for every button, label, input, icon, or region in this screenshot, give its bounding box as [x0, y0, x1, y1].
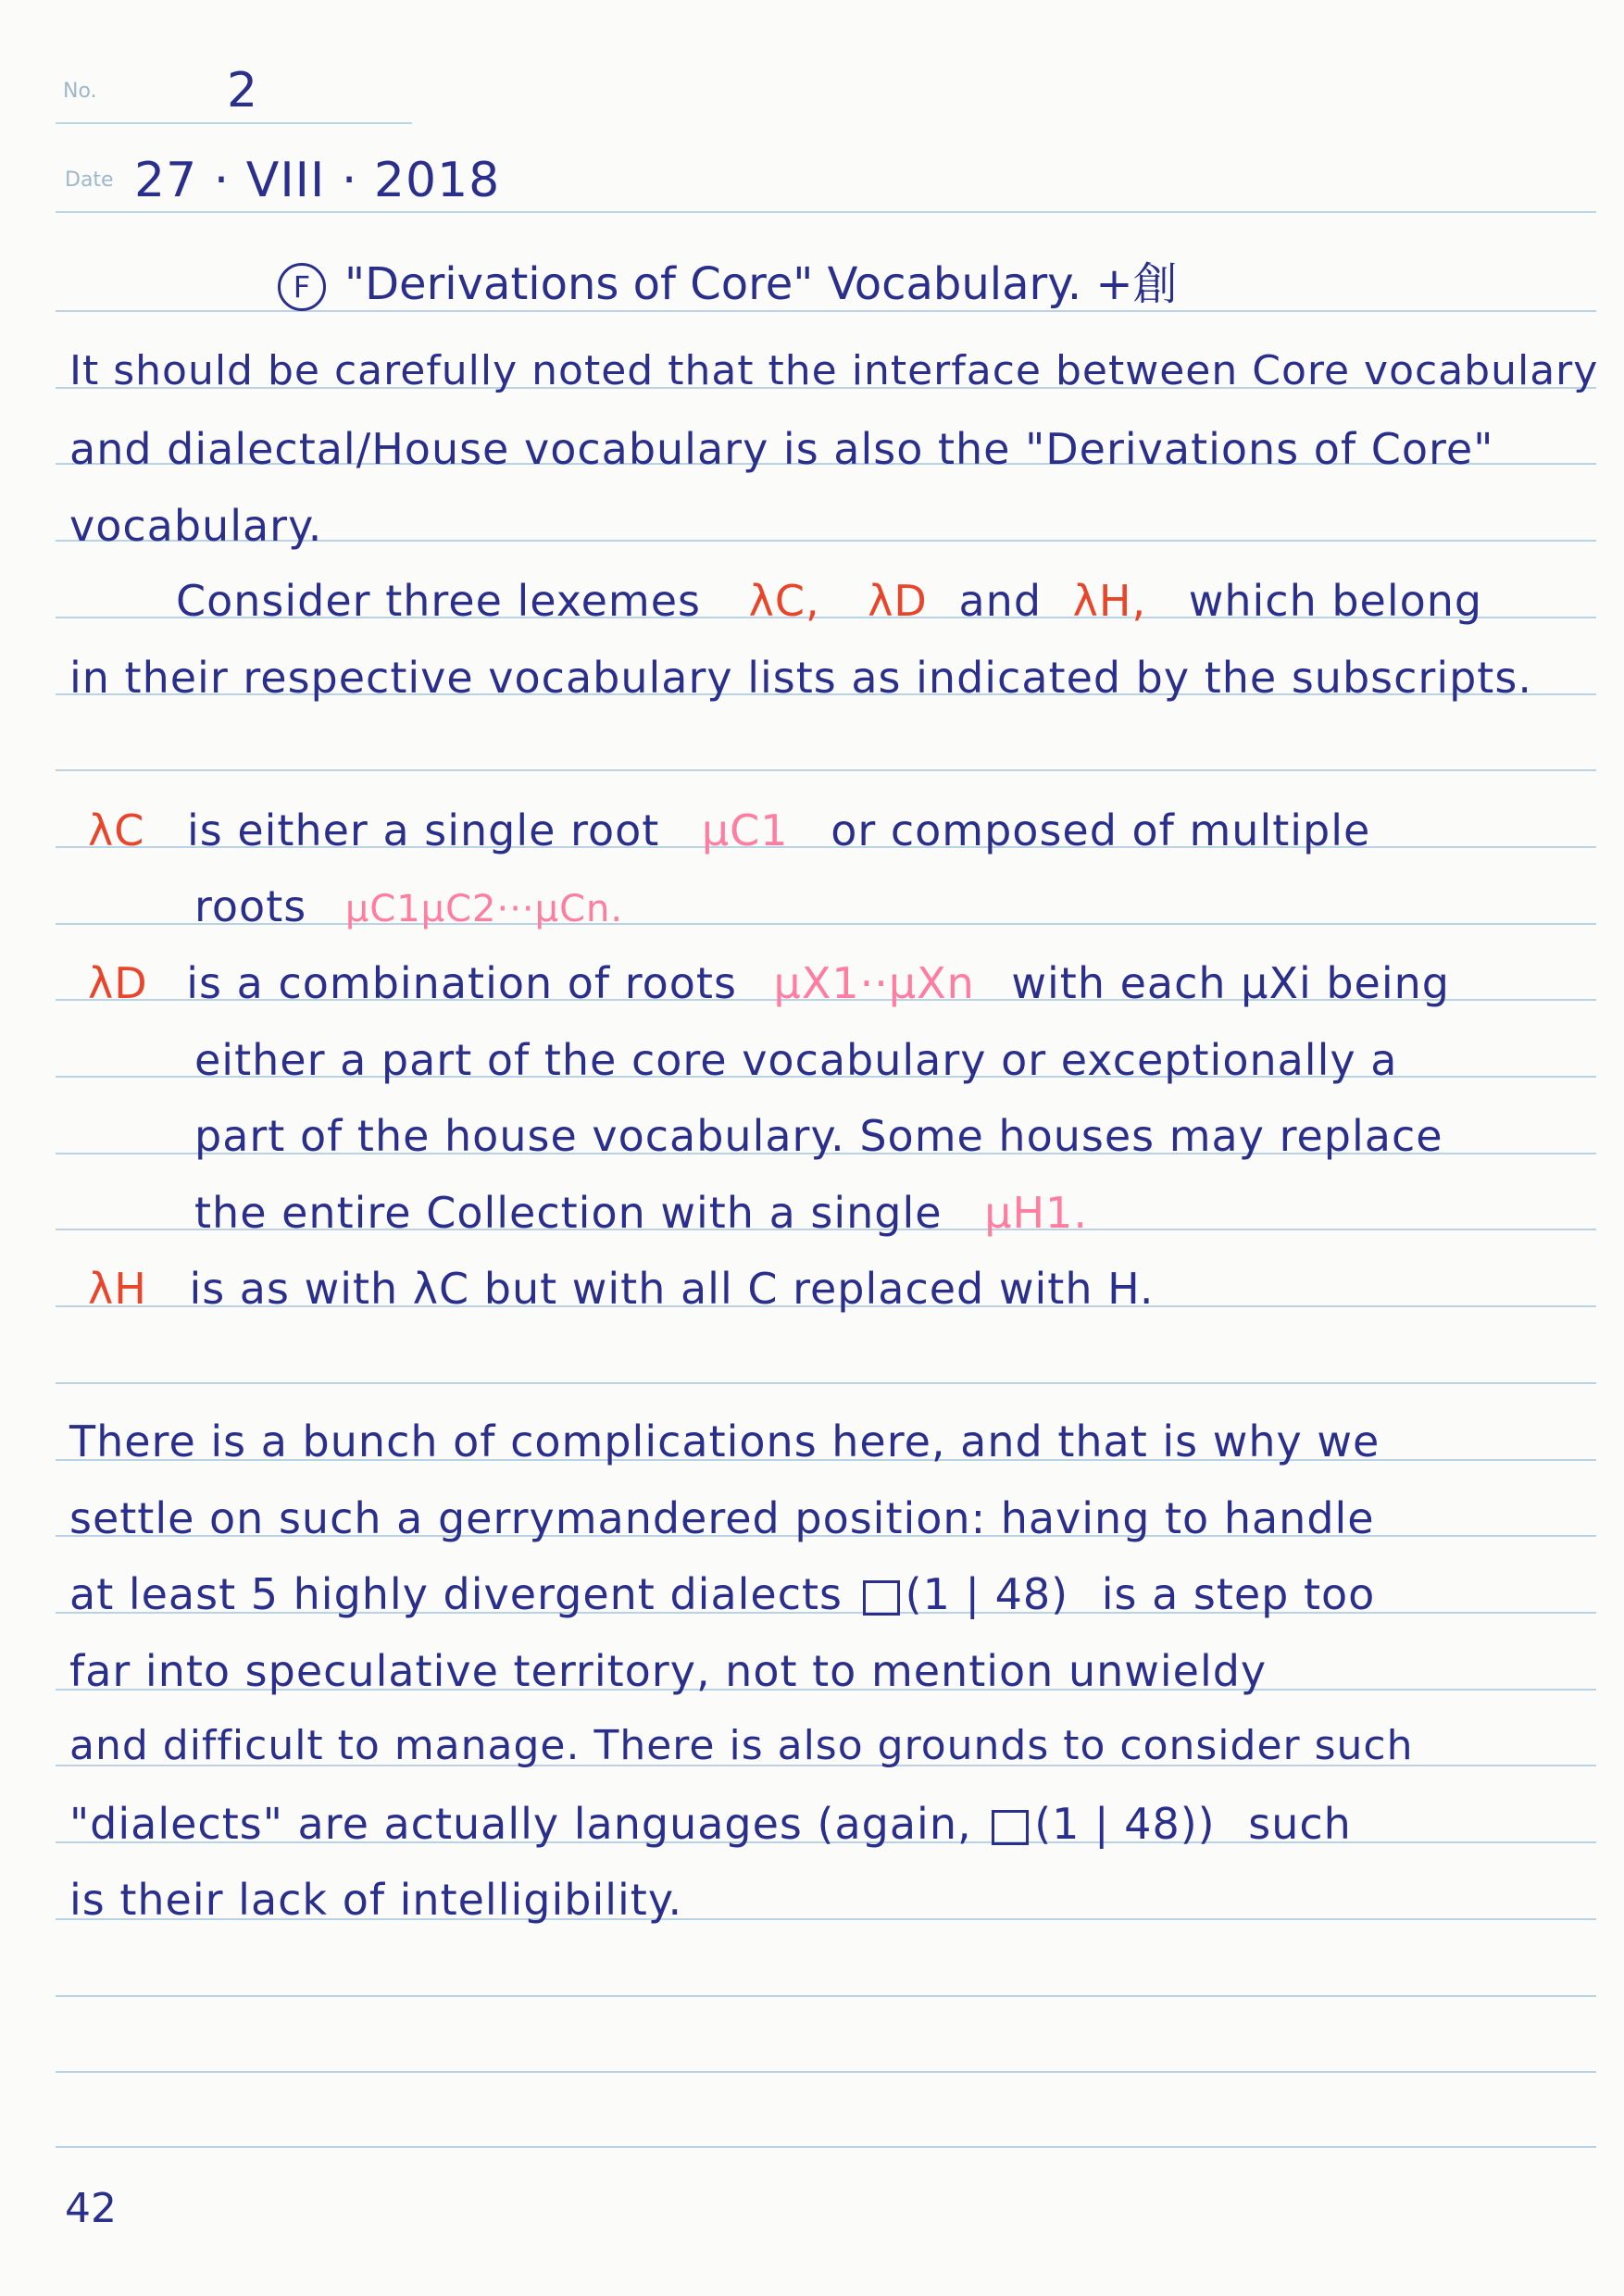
mu-h1-symbol: μH1. — [984, 1188, 1088, 1238]
lambda-h-label: λH — [88, 1264, 147, 1314]
mu-c1-symbol: μC1 — [701, 805, 789, 855]
paragraph-line: is their lack of intelligibility. — [69, 1875, 683, 1925]
definition-d-line — [88, 958, 1450, 1008]
definition-d-line: either a part of the core vocabulary or exceptionally a — [194, 1035, 1398, 1085]
paragraph-text: "dialects" are actually languages (again, — [69, 1799, 972, 1849]
paragraph-line: in their respective vocabulary lists as indicated by the subscripts. — [69, 653, 1532, 703]
paragraph-line: far into speculative territory, not to mention unwieldy — [69, 1646, 1268, 1696]
page-number: 42 — [65, 2185, 117, 2232]
paragraph-line: and dialectal/House vocabulary is also the "Derivations of Core" — [69, 424, 1494, 474]
definition-c-line — [194, 881, 623, 931]
notebook-reference-icon — [992, 1810, 1029, 1845]
definition-h-line — [88, 1264, 1155, 1314]
lambda-d-label: λD — [88, 958, 148, 1008]
notebook-reference-icon — [863, 1580, 900, 1616]
paragraph-text: such — [1248, 1799, 1352, 1849]
definition-text: is a combination of roots — [186, 958, 737, 1008]
page-title — [278, 248, 1178, 312]
ruled-line — [56, 1995, 1596, 1997]
paragraph-line — [176, 576, 1482, 626]
paragraph-line: There is a bunch of complications here, and that is why we — [69, 1416, 1380, 1466]
definition-text: or composed of multiple — [831, 805, 1371, 855]
paragraph-line: settle on such a gerrymandered position: having to handle — [69, 1493, 1375, 1543]
lexemes-belong: which belong — [1188, 576, 1483, 626]
ruled-line — [56, 1382, 1596, 1384]
notebook-reference: (1 | 48) — [905, 1569, 1069, 1619]
no-label: No. — [63, 80, 97, 103]
paragraph-line: and difficult to manage. There is also grounds to consider such — [69, 1722, 1414, 1769]
paragraph-line — [69, 1799, 1352, 1849]
definition-d-line: part of the house vocabulary. Some houses may replace — [194, 1111, 1443, 1161]
paragraph-text: at least 5 highly divergent dialects — [69, 1569, 843, 1619]
date-label: Date — [65, 168, 114, 192]
lambda-c-label: λC — [88, 805, 145, 855]
paragraph-line: It should be carefully noted that the interface between Core vocabulary — [69, 347, 1599, 394]
lambda-h-symbol: λH, — [1072, 576, 1147, 626]
definition-text: the entire Collection with a single — [194, 1188, 943, 1238]
ruled-line — [56, 769, 1596, 771]
paragraph-line — [69, 1569, 1375, 1619]
header-no-rule — [56, 122, 412, 124]
mu-c-sequence: μC1μC2···μCn. — [344, 888, 624, 930]
notebook-reference: (1 | 48)) — [1034, 1799, 1216, 1849]
definition-d-line — [194, 1188, 1088, 1238]
section-marker: F — [278, 263, 326, 311]
paragraph-line: vocabulary. — [69, 501, 323, 551]
lambda-d-symbol: λD — [868, 576, 928, 626]
header-date-rule — [56, 211, 1596, 213]
paragraph-text: is a step too — [1101, 1569, 1376, 1619]
mu-x-sequence: μX1··μXn — [773, 958, 975, 1008]
definition-text: is as with λC but with all C replaced with H. — [189, 1264, 1155, 1314]
ruled-line — [56, 2146, 1596, 2148]
title-text: "Derivations of Core" Vocabulary. +創 — [344, 258, 1178, 310]
lexemes-and: and — [958, 576, 1043, 626]
definition-text: roots — [194, 881, 307, 931]
lexemes-intro: Consider three lexemes — [176, 576, 701, 626]
entry-number: 2 — [227, 63, 259, 119]
definition-text: with each μXi being — [1011, 958, 1450, 1008]
lambda-c-symbol: λC, — [748, 576, 820, 626]
ruled-line — [56, 2071, 1596, 2073]
definition-text: is either a single root — [186, 805, 660, 855]
definition-c-line — [88, 805, 1370, 855]
entry-date: 27 · VIII · 2018 — [134, 153, 501, 208]
